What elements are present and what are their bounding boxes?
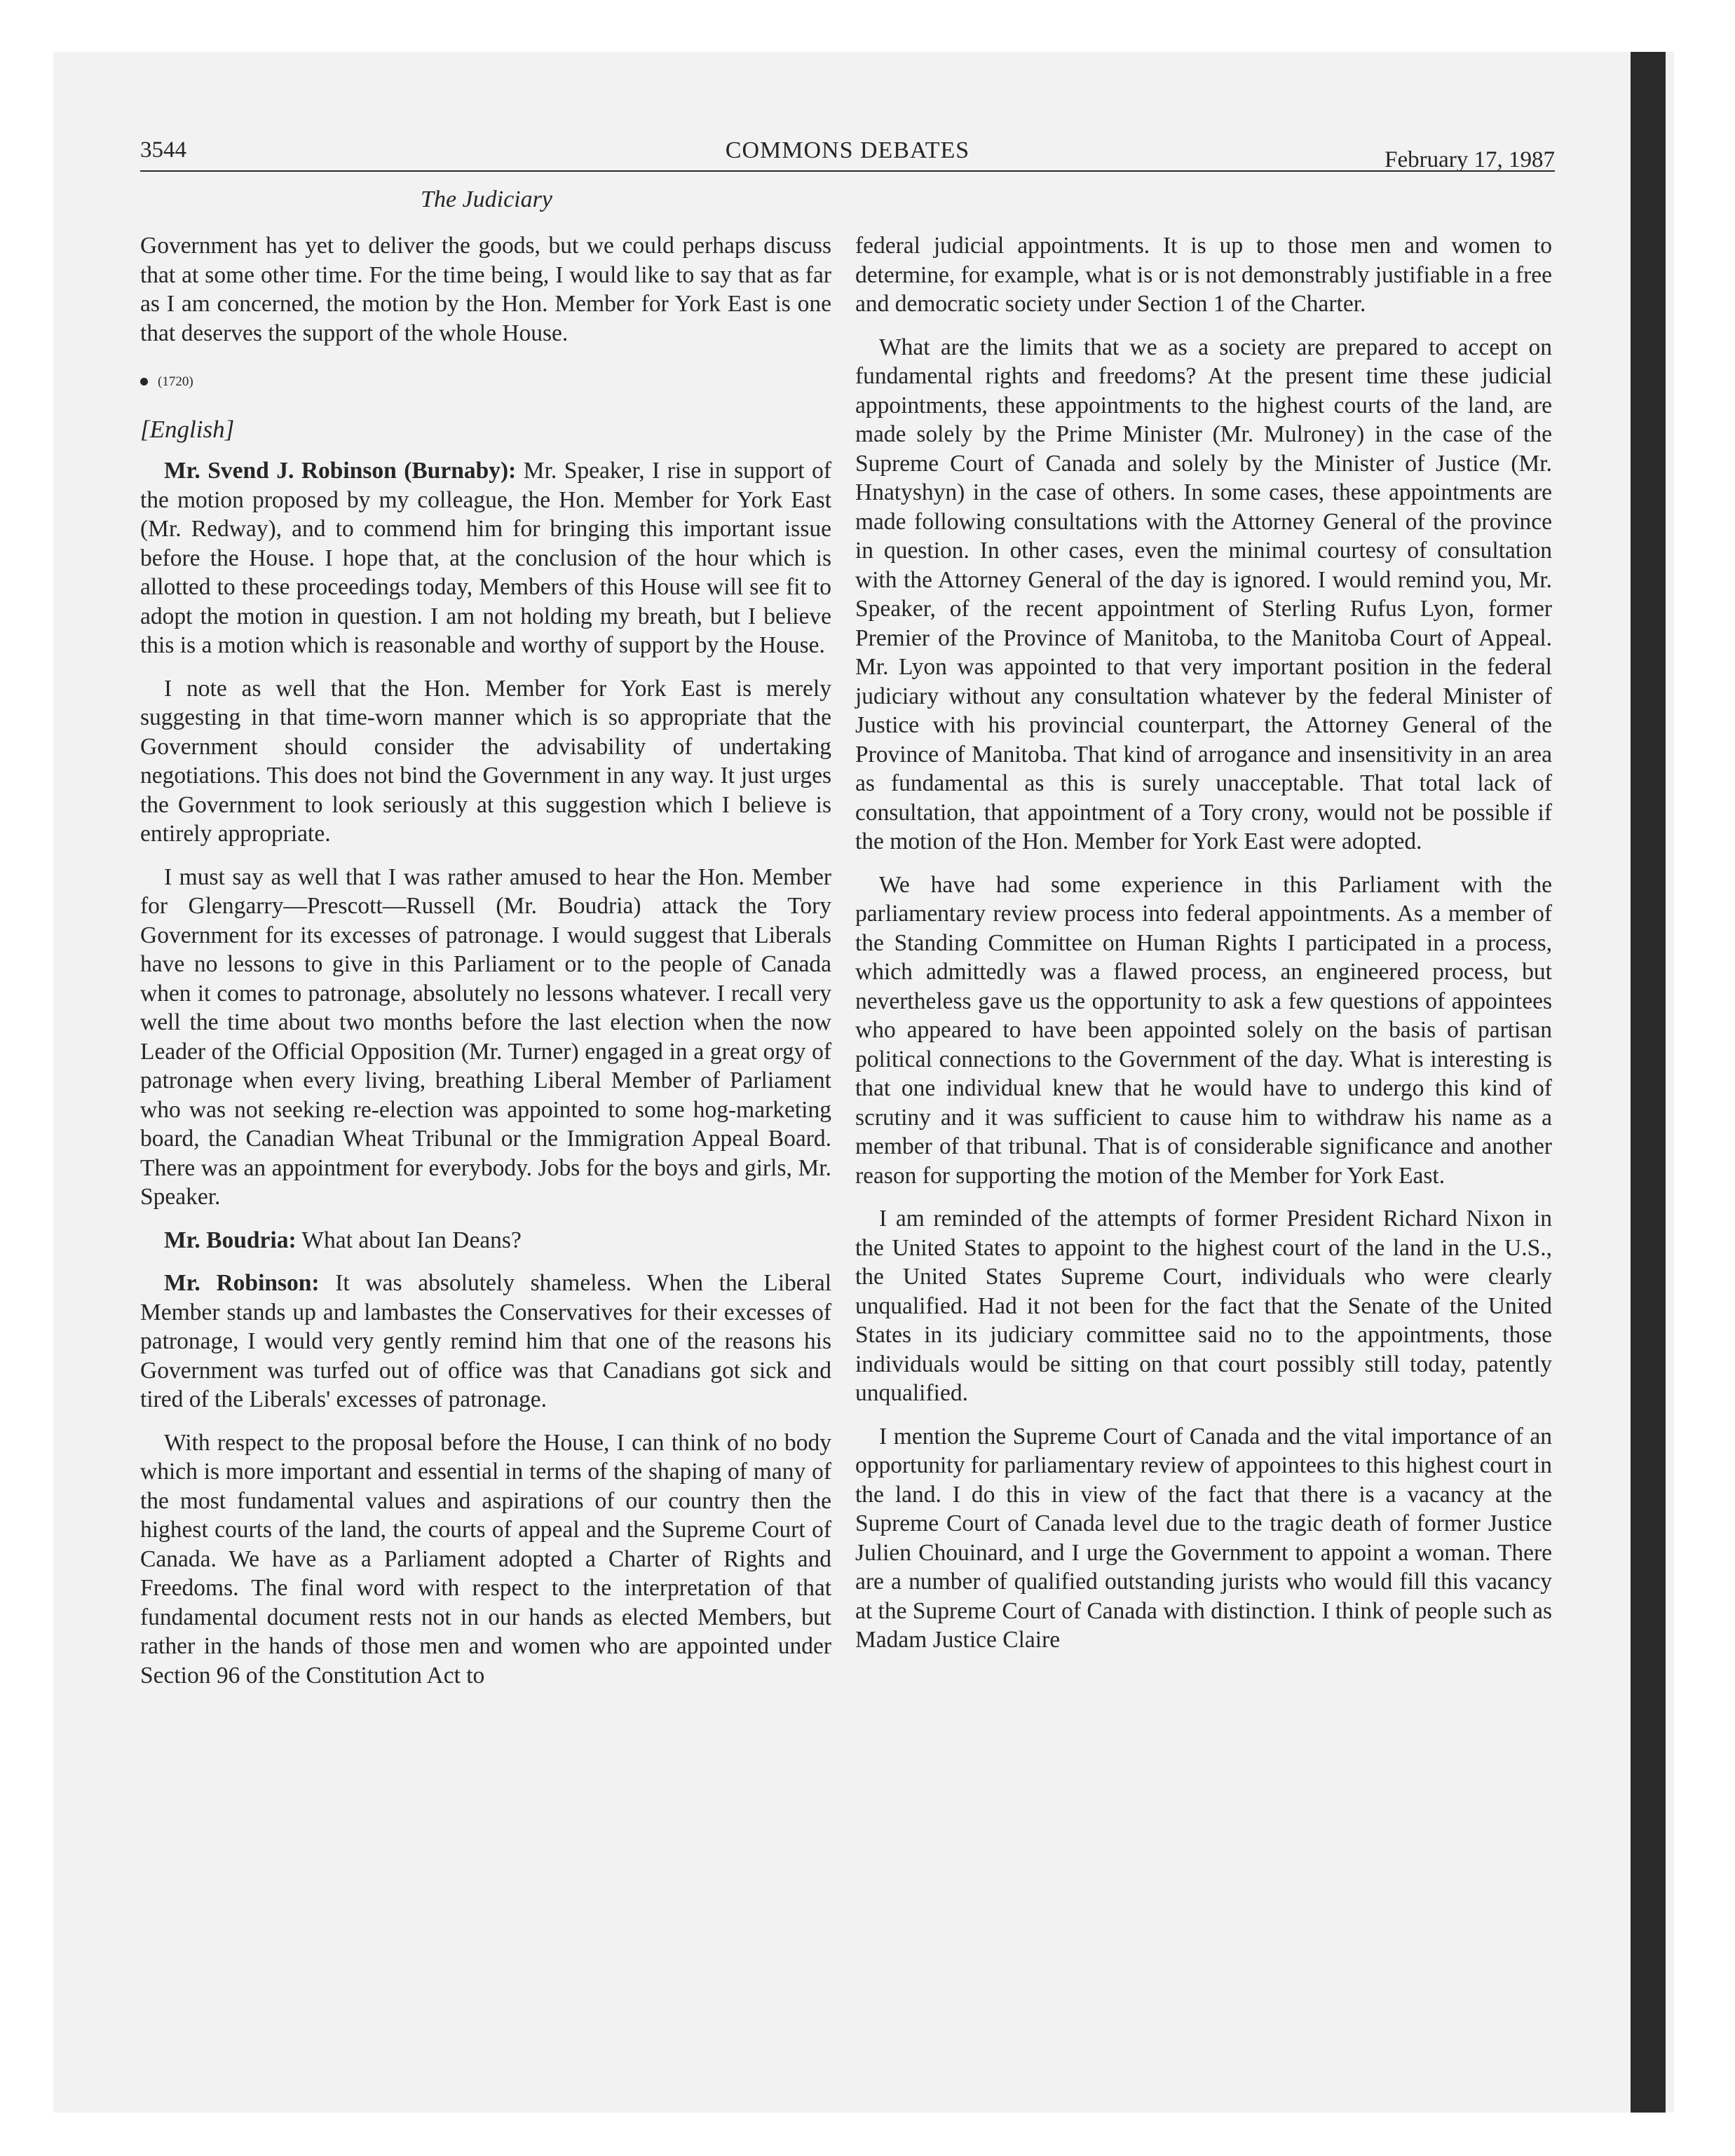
paragraph: What are the limits that we as a society are prepared to accept on fundamental rights and freedoms? At the present time these judicial appointments, these appointments to the highest courts of the land, are made solely by the Prime Minister (Mr. Mulroney) in the case of the Supreme Court of Canada and solely by the Minister of Justice (Mr. Hnatyshyn) in the case of others. In some cases, these appointments are made following consultations with the Attorney General of the province in question. In other cases, even the minimal courtesy of consultation with the Attorney General of the day is ignored. I would remind you, Mr. Speaker, of the recent appointment of Sterling Rufus Lyon, former Premier of the Province of Manitoba, to the Manitoba Court of Appeal. Mr. Lyon was appointed to that very important position in the federal judiciary without any consultation whatever by the federal Minister of Justice with his provincial counterpart, the Attorney General of the Province of Manitoba. That kind of arrogance and insensitivity in an area as fundamental as this is surely unacceptable. That total lack of consultation, that appointment of a Tory crony, would not be possible if the motion of the Hon. Member for York East were adopted. [855, 334, 1552, 854]
header-date: February 17, 1987 [1384, 147, 1555, 172]
speaker-name: Mr. Svend J. Robinson (Burnaby): [164, 458, 517, 484]
paragraph [140, 456, 831, 660]
paragraph: federal judicial appointments. It is up to those men and women to determine, for example, what is or is not demonstrably justifiable in a free and democratic society under Section 1 of the Charter. [855, 233, 1552, 317]
speaker-name: Mr. Boudria: [164, 1227, 297, 1253]
paragraph [140, 1269, 831, 1414]
paragraph [140, 1226, 831, 1255]
bullet-dot-icon [140, 378, 148, 386]
speech-text: What about Ian Deans? [296, 1227, 522, 1253]
paragraph: I mention the Supreme Court of Canada and the vital importance of an opportunity for parliamentary review of appointees to this highest court in the land. I do this in view of the fact that there is a vacancy at the Supreme Court of Canada level due to the tragic death of former Justice Julien Chouinard, and I urge the Government to appoint a woman. There are a number of qualified outstanding jurists who would fill this vacancy at the Supreme Court of Canada with distinction. I think of people such as Madam Justice Claire [855, 1423, 1552, 1653]
running-head: COMMONS DEBATES [725, 137, 970, 163]
speech-text: It was absolutely shameless. When the Liberal Member stands up and lambastes the Conservatives for their excesses of patronage, I would very gently remind him that one of the reasons his Government was turfed out of office was that Canadians got sick and tired of the Liberals' excesses of patronage. [140, 1270, 831, 1412]
header-rule [140, 170, 1555, 172]
speech-text: Mr. Speaker, I rise in support of the motion proposed by my colleague, the Hon. Member for York East (Mr. Redway), and to commend him for bringing this important issue before the House. I hope that, at the conclusion of the hour which is allotted to these proceedings today, Members of this House will see fit to adopt the motion in question. I am not holding my breath, but I believe this is a motion which is reasonable and worthy of support by the House. [140, 458, 831, 658]
paragraph: I note as well that the Hon. Member for York East is merely suggesting in that time-worn manner which is so appropriate that the Government should consider the advisability of undertaking negotiations. This does not bind the Government in any way. It just urges the Government to look seriously at this suggestion which I believe is entirely appropriate. [140, 675, 831, 847]
scan-edge-shadow [1631, 52, 1666, 2113]
left-column [140, 231, 831, 1704]
paragraph: I am reminded of the attempts of former President Richard Nixon in the United States to appoint to the highest court of the land in the U.S., the United States Supreme Court, individuals who were clearly unqualified. Had it not been for the fact that the Senate of the United States in its judiciary committee said no to the appointments, those individuals would be sitting on that court possibly still today, patently unqualified. [855, 1206, 1552, 1406]
right-column [855, 231, 1552, 1669]
paragraph: I must say as well that I was rather amused to hear the Hon. Member for Glengarry—Prescott—Russell (Mr. Boudria) attack the Tory Government for its excesses of patronage. I would suggest that Liberals have no lessons to give in this Parliament or to the people of Canada when it comes to patronage, absolutely no lessons whatever. I recall very well the time about two months before the last election when the now Leader of the Official Opposition (Mr. Turner) engaged in a great orgy of patronage when every living, breathing Liberal Member of Parliament who was not seeking re-election was appointed to some hog-marketing board, the Canadian Wheat Tribunal or the Immigration Appeal Board. There was an appointment for everybody. Jobs for the boys and girls, Mr. Speaker. [140, 864, 831, 1210]
speaker-name: Mr. Robinson: [164, 1270, 320, 1296]
timestamp-text: (1720) [158, 374, 193, 389]
paragraph: Government has yet to deliver the goods, but we could perhaps discuss that at some other time. For the time being, I would like to say that as far as I am concerned, the motion by the Hon. Member for York East is one that deserves the support of the whole House. [140, 233, 831, 346]
page-number: 3544 [140, 137, 186, 163]
section-title: The Judiciary [421, 186, 552, 212]
paragraph: We have had some experience in this Parliament with the parliamentary review process into federal appointments. As a member of the Standing Committee on Human Rights I participated in a process, which admittedly was a flawed process, an engineered process, but nevertheless gave us the opportunity to ask a few questions of appointees who appeared to have been appointed solely on the basis of partisan political connections to the Government of the day. What is interesting is that one individual knew that he would have to undergo this kind of scrutiny and it was sufficient to cause him to withdraw his name as a member of that tribunal. That is of considerable significance and another reason for supporting the motion of the Member for York East. [855, 871, 1552, 1189]
page-header [140, 132, 1555, 170]
paragraph: With respect to the proposal before the House, I can think of no body which is more important and essential in terms of the shaping of many of the most fundamental values and aspirations of our country then the highest courts of the land, the courts of appeal and the Supreme Court of Canada. We have as a Parliament adopted a Charter of Rights and Freedoms. The final word with respect to the interpretation of that fundamental document rests not in our hands as elected Members, but rather in the hands of those men and women who are appointed under Section 96 of the Constitution Act to [140, 1429, 831, 1688]
timestamp [140, 367, 831, 397]
language-marker: [English] [140, 415, 235, 443]
